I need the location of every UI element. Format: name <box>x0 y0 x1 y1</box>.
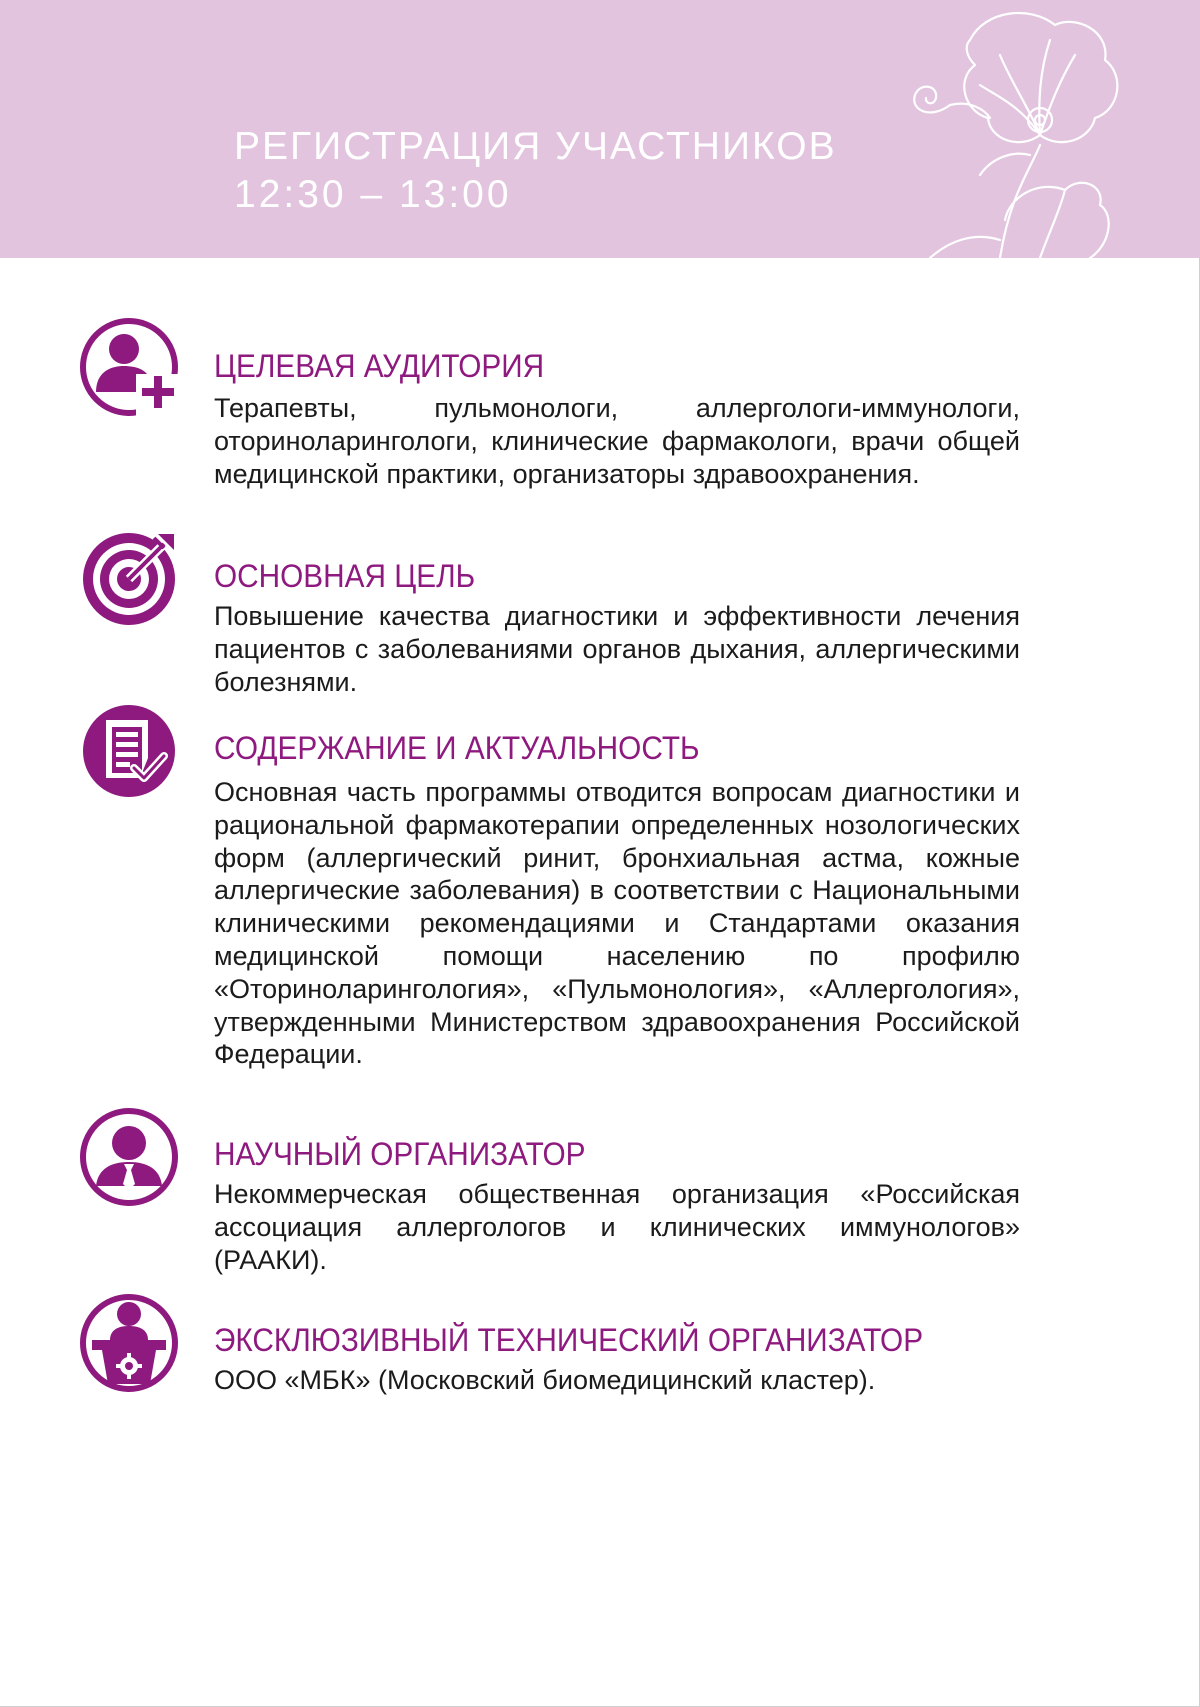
user-plus-icon <box>78 316 180 418</box>
section-title: ОСНОВНАЯ ЦЕЛЬ <box>214 558 476 594</box>
flower-decoration-icon <box>890 0 1200 258</box>
registration-title: РЕГИСТРАЦИЯ УЧАСТНИКОВ <box>234 125 837 168</box>
section-title: ЦЕЛЕВАЯ АУДИТОРИЯ <box>214 348 545 384</box>
registration-banner <box>0 0 1200 258</box>
section-body: ООО «МБК» (Московский биомедицинский кластер). <box>214 1365 876 1395</box>
section-title: СОДЕРЖАНИЕ И АКТУАЛЬНОСТЬ <box>214 730 700 766</box>
businessman-icon <box>78 1106 180 1208</box>
section-content-relevance <box>0 700 1200 1120</box>
speaker-podium-gear-icon <box>78 1292 180 1394</box>
section-technical-organizer <box>0 1292 1200 1432</box>
section-main-goal <box>0 528 1200 698</box>
registration-time: 12:30 – 13:00 <box>234 173 512 216</box>
section-title: ЭКСКЛЮЗИВНЫЙ ТЕХНИЧЕСКИЙ ОРГАНИЗАТОР <box>214 1322 924 1358</box>
section-body: Терапевты, пульмонологи, аллергологи-иммунологи, оториноларингологи, клинические фармакологи, врачи общей медицинской практики, организаторы здравоохранения. <box>214 393 1020 489</box>
target-icon <box>78 528 180 630</box>
section-target-audience <box>0 316 1200 536</box>
section-scientific-organizer <box>0 1106 1200 1276</box>
section-body: Основная часть программы отводится вопросам диагностики и рациональной фармакотерапии определенных нозологических форм (аллергический ринит, бронхиальная астма, кожные аллергические заболевания) в соответствии с Национальными клиническими рекомендациями и Стандартами оказания медицинской помощи населению по профилю «Оториноларингология», «Пульмонология», «Аллергология», утвержденными Министерством здравоохранения Российской Федерации. <box>214 777 1020 1070</box>
section-body: Некоммерческая общественная организация «Российская ассоциация аллергологов и клинических иммунологов» (РААКИ). <box>214 1179 1020 1275</box>
section-title: НАУЧНЫЙ ОРГАНИЗАТОР <box>214 1136 586 1172</box>
document-check-icon <box>78 700 180 802</box>
section-body: Повышение качества диагностики и эффективности лечения пациентов с заболеваниями органов дыхания, аллергическими болезнями. <box>214 601 1020 697</box>
